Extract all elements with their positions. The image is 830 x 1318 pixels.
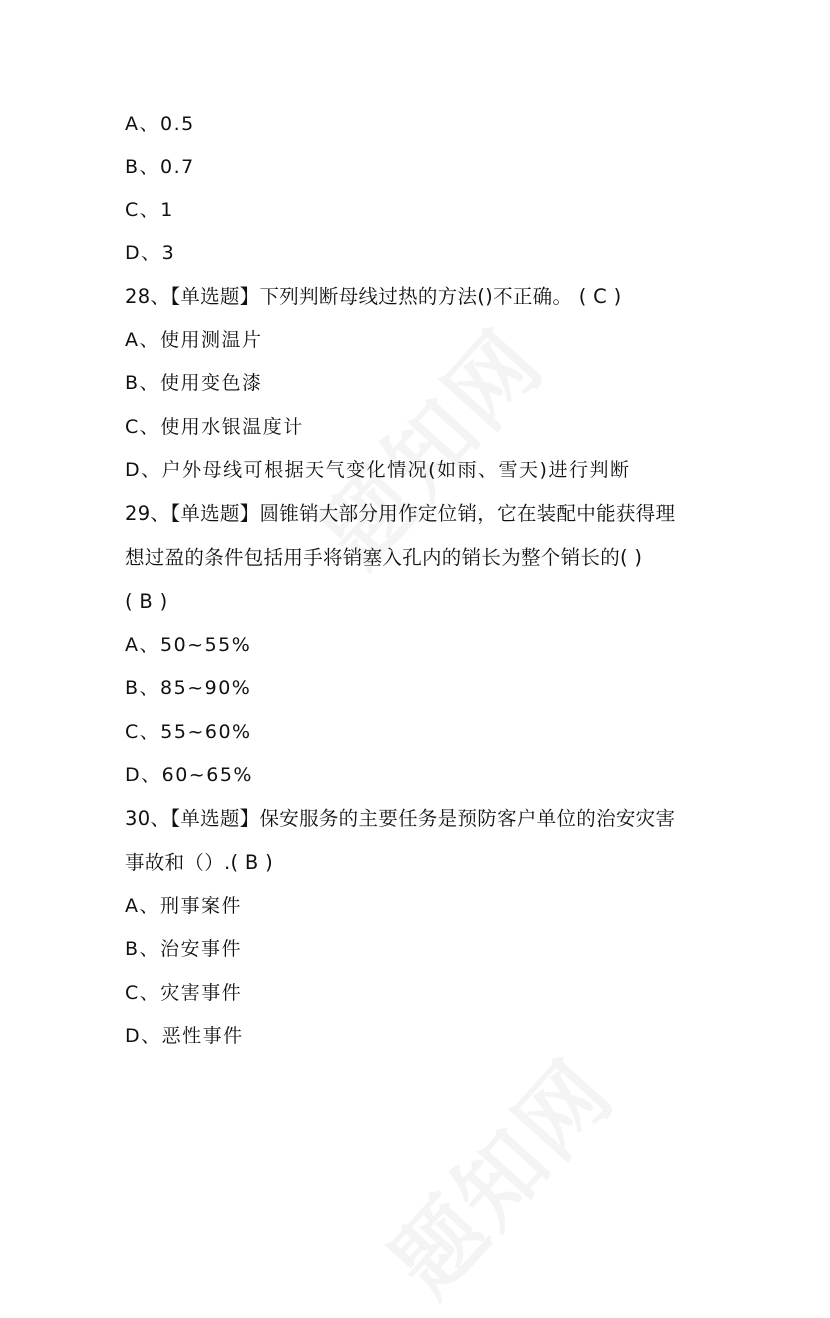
q27-option-b: B、0.7: [125, 156, 195, 178]
q28-option-d: D、户外母线可根据天气变化情况(如雨、雪天)进行判断: [125, 459, 631, 481]
q30-option-a: A、刑事案件: [125, 895, 242, 917]
q28-question: 28、【单选题】下列判断母线过热的方法()不正确。 ( C ): [125, 285, 622, 308]
q28-option-c: C、使用水银温度计: [125, 416, 304, 438]
q30-option-b: B、治安事件: [125, 938, 243, 960]
q27-option-d: D、3: [125, 242, 176, 264]
q29-option-c: C、55~60%: [125, 721, 252, 743]
q29-option-b: B、85~90%: [125, 677, 252, 699]
q29-question-line2: 想过盈的条件包括用手将销塞入孔内的销长为整个销长的( ): [125, 546, 643, 569]
q30-option-c: C、灾害事件: [125, 982, 243, 1004]
q29-answer: ( B ): [125, 590, 168, 613]
q27-option-c: C、1: [125, 199, 174, 221]
q30-question-line1: 30、【单选题】保安服务的主要任务是预防客户单位的治安灾害: [125, 807, 676, 830]
q29-option-a: A、50~55%: [125, 634, 252, 656]
q30-question-line2: 事故和（）.( B ): [125, 851, 273, 874]
q28-option-b: B、使用变色漆: [125, 372, 263, 394]
q29-question-line1: 29、【单选题】圆锥销大部分用作定位销，它在装配中能获得理: [125, 502, 676, 525]
watermark-bottom: [359, 1028, 637, 1317]
watermark: [289, 298, 567, 587]
q30-option-d: D、恶性事件: [125, 1025, 244, 1047]
q27-option-a: A、0.5: [125, 113, 195, 135]
q28-option-a: A、使用测温片: [125, 329, 263, 351]
q29-option-d: D、60~65%: [125, 764, 253, 786]
